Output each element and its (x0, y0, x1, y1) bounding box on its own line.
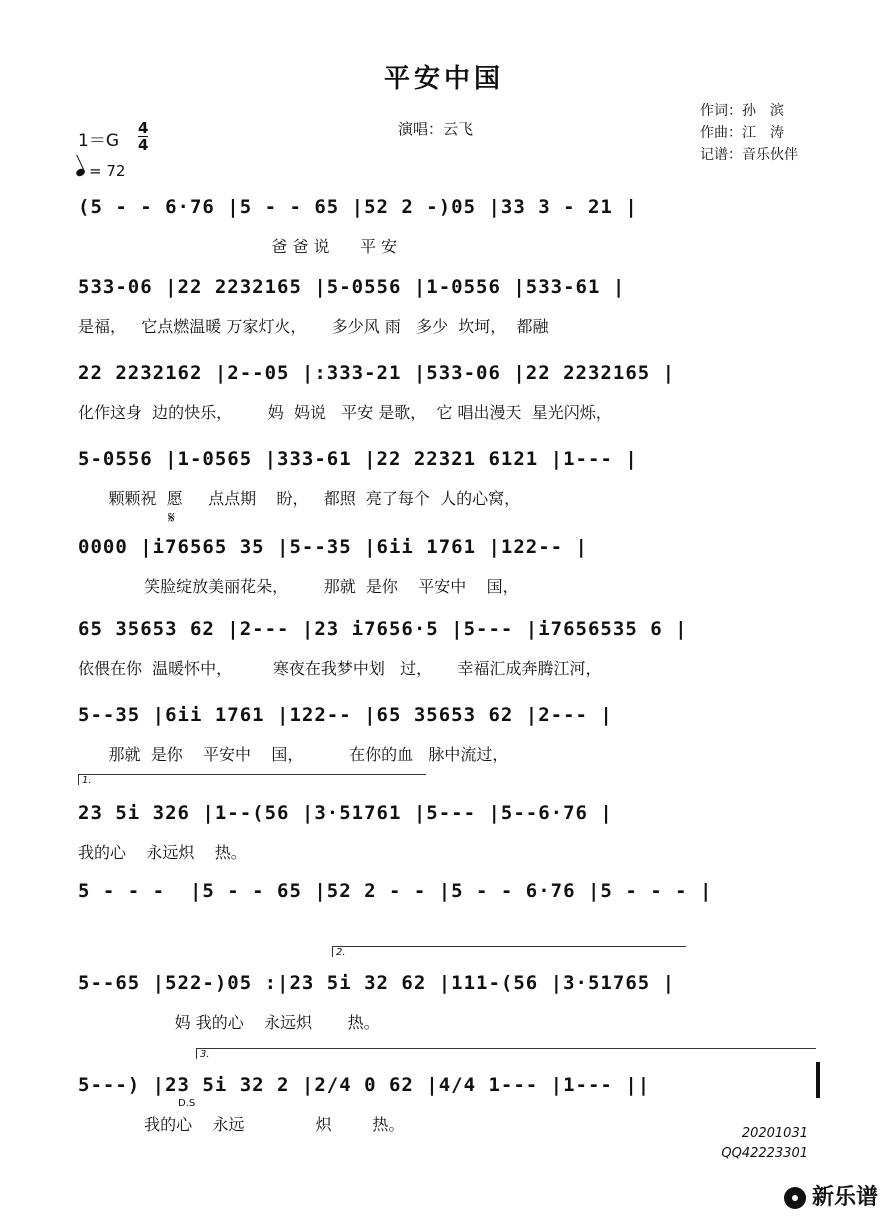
footer-date: 20201031 (741, 1126, 808, 1141)
brand-logo (784, 1180, 878, 1211)
notes-line: 23 5i 326 |1--(56 |3·51761 |5--- |5--6·76 | (78, 802, 613, 824)
notes-line: 65 35653 62 |2--- |23 i7656·5 |5--- |i7656535 6 | (78, 618, 688, 640)
tempo-value: = 72 (89, 162, 126, 180)
lyrics-line: 是福， 它点燃温暖 万家灯火， 多少风 雨 多少 坎坷， 都融 (78, 317, 549, 336)
record-icon (784, 1187, 806, 1209)
lyrics-line: 依偎在你 温暖怀中， 寒夜在我梦中划 过， 幸福汇成奔腾江河， (78, 659, 602, 678)
transcriber-credit: 记谱：音乐伙伴 (700, 147, 798, 163)
quarter-note-icon (75, 167, 86, 177)
notes-line: 0000 |i76565 35 |5--35 |6ii 1761 |122-- | (78, 536, 588, 558)
notes-line: 5 - - - |5 - - 65 |52 2 - - |5 - - 6·76 |5 - - - | (78, 880, 713, 902)
time-sig-bottom: 4 (138, 136, 149, 154)
time-sig-top: 4 (138, 119, 149, 137)
dal-segno-marking: D.S (178, 1098, 196, 1109)
tempo-marking (76, 162, 125, 180)
lyrics-line: 笑脸绽放美丽花朵， 那就 是你 平安中 国， (78, 577, 519, 596)
lyrics-line: 化作这身 边的快乐， 妈 妈说 平安 是歌， 它 唱出漫天 星光闪烁， (78, 403, 612, 422)
lyricist-credit: 作词：孙 滨 (700, 103, 784, 119)
notes-line: 5-0556 |1-0565 |333-61 |22 22321 6121 |1--- | (78, 448, 638, 470)
volta-3-bracket: 3. (196, 1048, 816, 1059)
notes-line: 5---) |23 5i 32 2 |2/4 0 62 |4/4 1--- |1--- || (78, 1074, 651, 1096)
credits-block (700, 100, 798, 166)
lyrics-line: 妈 我的心 永远炽 热。 (78, 1013, 380, 1032)
lyrics-line: 那就 是你 平安中 国， 在你的血 脉中流过， (78, 745, 509, 764)
notes-line: 22 2232162 |2--05 |:333-21 |533-06 |22 2232165 | (78, 362, 676, 384)
notes-line: 533-06 |22 2232165 |5-0556 |1-0556 |533-61 | (78, 276, 626, 298)
notes-line: 5--65 |522-)05 :|23 5i 32 62 |111-(56 |3·51765 | (78, 972, 676, 994)
notes-line: (5 - - 6·76 |5 - - 65 |52 2 -)05 |33 3 - 21 | (78, 196, 638, 218)
volta-1-bracket: 1. (78, 774, 426, 785)
final-barline (816, 1062, 820, 1098)
time-signature (138, 120, 148, 153)
segno-icon: 𝄋 (168, 508, 175, 527)
page-title: 平安中国 (383, 64, 504, 94)
brand-name: 新乐谱 (811, 1185, 878, 1210)
composer-credit: 作曲：江 涛 (700, 125, 784, 141)
notes-line: 5--35 |6ii 1761 |122-- |65 35653 62 |2--- | (78, 704, 613, 726)
lyrics-line: 爸 爸 说 平 安 (78, 237, 398, 256)
lyrics-line: 颗颗祝 愿 点点期 盼， 都照 亮了每个 人的心窝， (78, 489, 521, 508)
footer-qq: QQ42223301 (721, 1146, 808, 1161)
lyrics-line: 我的心 永远炽 热。 (78, 843, 247, 862)
key-signature: 1＝G (78, 131, 119, 151)
lyrics-line: 我的心 永远 炽 热。 (78, 1115, 405, 1134)
volta-2-bracket: 2. (332, 946, 686, 957)
singer-credit: 演唱：云飞 (398, 120, 474, 138)
